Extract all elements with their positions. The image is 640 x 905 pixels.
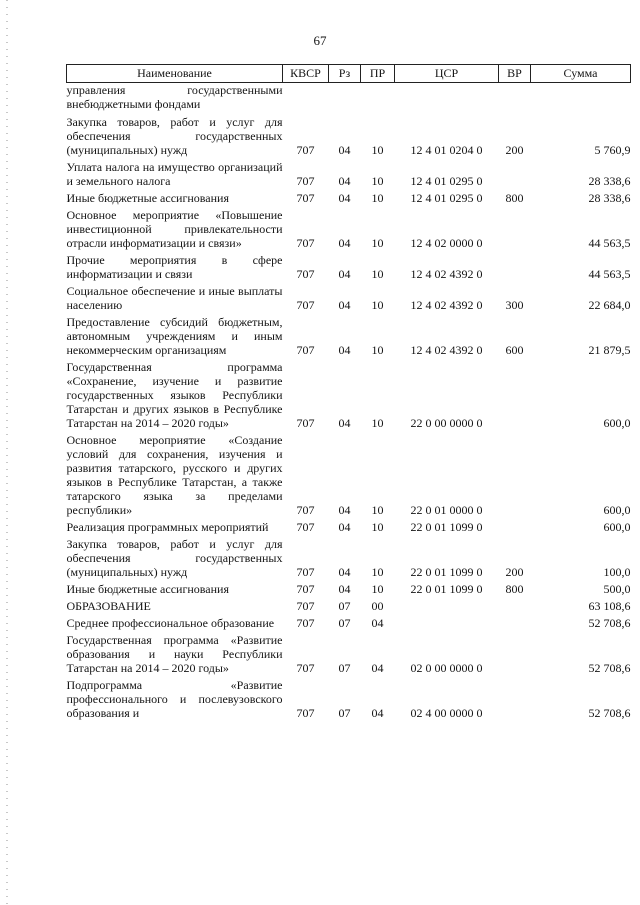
table-row [67,115,631,160]
cell-sum: 44 563,5 [588,267,631,281]
cell-kvsr [283,83,329,116]
cell-sum: 52 708,6 [588,616,631,630]
cell-rz: 04 [338,298,351,312]
cell-vr [499,253,531,284]
cell-sum: 28 338,6 [588,174,631,188]
cell-kvsr: 707 [296,343,315,357]
header-rz: Рз [329,65,361,83]
cell-pr: 10 [371,143,384,157]
cell-kvsr: 707 [296,236,315,250]
table-row [67,633,631,678]
table-row [67,208,631,253]
cell-pr: 10 [371,565,384,579]
cell-csr: 12 4 01 0204 0 [410,143,483,157]
cell-pr: 04 [371,616,384,630]
cell-csr: 12 4 02 4392 0 [410,267,483,281]
cell-vr [499,520,531,537]
cell-kvsr: 707 [296,661,315,675]
cell-name: управления государственными внебюджетными фондами [66,83,283,111]
cell-csr: 12 4 01 0295 0 [410,191,483,205]
cell-name: Подпрограмма «Развитие профессионального и послевузовского образования и [66,678,283,720]
cell-rz: 04 [338,582,351,596]
cell-rz: 04 [338,191,351,205]
cell-sum: 28 338,6 [588,191,631,205]
cell-rz: 04 [338,503,351,517]
cell-csr: 12 4 01 0295 0 [410,174,483,188]
table-row [67,284,631,315]
table-row [67,83,631,116]
page-number: 67 [313,33,327,48]
cell-rz: 04 [338,174,351,188]
cell-csr: 12 4 02 4392 0 [410,343,483,357]
header-pr: ПР [361,65,395,83]
cell-vr [499,678,531,723]
cell-csr: 12 4 02 0000 0 [410,236,483,250]
table-row [67,616,631,633]
cell-kvsr: 707 [296,503,315,517]
cell-rz: 07 [338,661,351,675]
cell-pr: 10 [371,267,384,281]
cell-csr: 22 0 01 0000 0 [410,503,483,517]
table-row [67,678,631,723]
cell-sum: 100,0 [603,565,631,579]
table-row [67,520,631,537]
cell-rz: 04 [338,236,351,250]
cell-vr [499,599,531,616]
cell-pr: 10 [371,236,384,250]
header-kvsr: КВСР [283,65,329,83]
header-name: Наименование [67,65,283,83]
cell-kvsr: 707 [296,143,315,157]
cell-vr [499,360,531,433]
cell-sum: 52 708,6 [588,661,631,675]
cell-kvsr: 707 [296,298,315,312]
table-row [67,433,631,520]
cell-name: Государственная программа «Сохранение, изучение и развитие государственных языков Республики Татарстан и других языков в Республике Татарстан на 2014 – 2020 годы» [66,360,283,430]
cell-csr: 22 0 01 1099 0 [410,582,483,596]
cell-pr [361,83,395,116]
header-csr: ЦСР [395,65,499,83]
cell-kvsr: 707 [296,416,315,430]
cell-csr: 12 4 02 4392 0 [410,298,483,312]
cell-vr: 800 [505,582,524,596]
cell-vr [499,83,531,116]
cell-pr: 00 [371,599,384,613]
cell-rz: 07 [338,599,351,613]
header-sum: Сумма [531,65,631,83]
cell-kvsr: 707 [296,520,315,534]
cell-sum: 5 760,9 [594,143,631,157]
cell-sum: 500,0 [603,582,631,596]
cell-sum [531,83,631,116]
cell-vr: 200 [505,565,524,579]
header-row [67,65,631,83]
cell-name: Предоставление субсидий бюджетным, автономным учреждениям и иным некоммерческим организациям [66,315,283,357]
cell-sum: 600,0 [603,416,631,430]
cell-rz: 04 [338,416,351,430]
cell-vr [499,616,531,633]
table-row [67,582,631,599]
cell-pr: 10 [371,174,384,188]
cell-pr: 10 [371,582,384,596]
cell-name: Основное мероприятие «Повышение инвестиционной привлекательности отрасли информатизации и связи» [66,208,283,250]
table-row [67,160,631,191]
cell-name: Социальное обеспечение и иные выплаты населению [66,284,283,312]
cell-name: Основное мероприятие «Создание условий для сохранения, изучения и развития татарского, русского и других языков в Республике Татарстан, а также татарского языка за пределами республики» [66,433,283,517]
cell-name: ОБРАЗОВАНИЕ [66,599,151,613]
cell-csr: 02 4 00 0000 0 [410,706,483,720]
cell-kvsr: 707 [296,191,315,205]
cell-pr: 04 [371,661,384,675]
cell-name: Уплата налога на имущество организаций и земельного налога [66,160,283,188]
cell-kvsr: 707 [296,174,315,188]
cell-pr: 04 [371,706,384,720]
cell-kvsr: 707 [296,267,315,281]
cell-sum: 21 879,5 [588,343,631,357]
cell-vr [499,433,531,520]
cell-sum: 22 684,0 [588,298,631,312]
table-header [67,65,631,83]
cell-rz [329,83,361,116]
cell-csr: 02 0 00 0000 0 [410,661,483,675]
cell-kvsr: 707 [296,565,315,579]
cell-csr: 22 0 01 1099 0 [410,565,483,579]
cell-name: Иные бюджетные ассигнования [66,582,229,596]
cell-sum: 52 708,6 [588,706,631,720]
table-row [67,315,631,360]
cell-name: Реализация программных мероприятий [66,520,269,534]
cell-sum: 600,0 [603,503,631,517]
cell-csr [395,616,499,633]
cell-pr: 10 [371,503,384,517]
binding-edge-marks [6,0,8,905]
cell-rz: 04 [338,565,351,579]
cell-name: Закупка товаров, работ и услуг для обеспечения государственных (муниципальных) нужд [66,537,283,579]
cell-pr: 10 [371,191,384,205]
cell-kvsr: 707 [296,599,315,613]
cell-kvsr: 707 [296,706,315,720]
cell-name: Иные бюджетные ассигнования [66,191,229,205]
cell-vr: 300 [505,298,524,312]
cell-rz: 07 [338,616,351,630]
cell-rz: 04 [338,520,351,534]
cell-pr: 10 [371,416,384,430]
cell-csr [395,599,499,616]
budget-table [66,64,631,723]
cell-vr [499,160,531,191]
cell-name: Прочие мероприятия в сфере информатизации и связи [66,253,283,281]
table-row [67,191,631,208]
cell-pr: 10 [371,343,384,357]
table-body [67,83,631,724]
cell-csr: 22 0 01 1099 0 [410,520,483,534]
cell-rz: 07 [338,706,351,720]
cell-csr: 22 0 00 0000 0 [410,416,483,430]
cell-vr: 200 [505,143,524,157]
cell-rz: 04 [338,343,351,357]
cell-vr [499,633,531,678]
table-row [67,360,631,433]
header-vr: ВР [499,65,531,83]
table-row [67,253,631,284]
cell-rz: 04 [338,143,351,157]
cell-sum: 600,0 [603,520,631,534]
table-row [67,537,631,582]
cell-vr: 800 [505,191,524,205]
cell-kvsr: 707 [296,616,315,630]
cell-sum: 63 108,6 [588,599,631,613]
cell-vr [499,208,531,253]
cell-name: Государственная программа «Развитие образования и науки Республики Татарстан на 2014 – 2020 годы» [66,633,283,675]
cell-pr: 10 [371,520,384,534]
cell-name: Среднее профессиональное образование [66,616,275,630]
cell-sum: 44 563,5 [588,236,631,250]
table-row [67,599,631,616]
cell-kvsr: 707 [296,582,315,596]
cell-name: Закупка товаров, работ и услуг для обеспечения государственных (муниципальных) нужд [66,115,283,157]
cell-csr [395,83,499,116]
cell-rz: 04 [338,267,351,281]
cell-vr: 600 [505,343,524,357]
cell-pr: 10 [371,298,384,312]
